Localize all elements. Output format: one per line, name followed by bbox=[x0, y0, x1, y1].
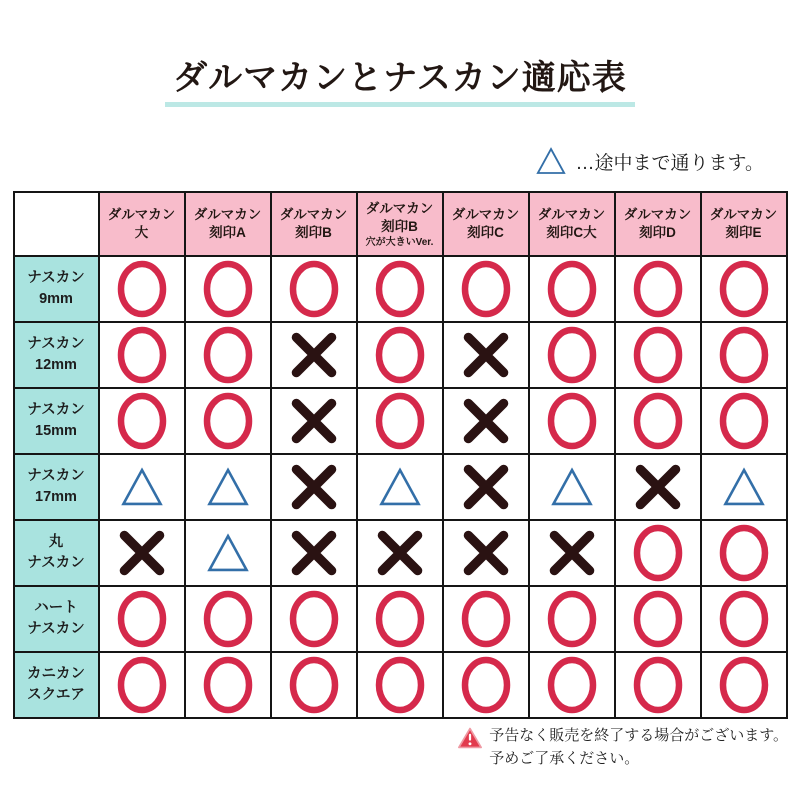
table-cell bbox=[443, 256, 529, 322]
circle-mark bbox=[702, 653, 786, 717]
circle-mark bbox=[358, 323, 442, 387]
circle-mark bbox=[272, 653, 356, 717]
table-cell bbox=[529, 454, 615, 520]
cross-mark bbox=[530, 521, 614, 585]
table-cell bbox=[443, 322, 529, 388]
circle-mark bbox=[444, 257, 528, 321]
circle-mark bbox=[186, 323, 270, 387]
circle-mark bbox=[100, 323, 184, 387]
table-cell bbox=[615, 520, 701, 586]
column-header-kokuin-c-dai: ダルマカン 刻印C大 bbox=[529, 192, 615, 256]
table-cell bbox=[615, 388, 701, 454]
table-cell bbox=[357, 652, 443, 718]
legend bbox=[0, 143, 800, 179]
circle-mark bbox=[702, 389, 786, 453]
table-cell bbox=[357, 520, 443, 586]
footer-note bbox=[0, 725, 800, 770]
row-header-nasukan-15mm: ナスカン 15mm bbox=[14, 388, 99, 454]
circle-mark bbox=[358, 257, 442, 321]
table-cell bbox=[529, 520, 615, 586]
table-row-heart-nasukan bbox=[14, 586, 787, 652]
row-header-maru-nasukan: 丸 ナスカン bbox=[14, 520, 99, 586]
circle-mark bbox=[186, 653, 270, 717]
circle-mark bbox=[272, 257, 356, 321]
column-header-kokuin-e: ダルマカン 刻印E bbox=[701, 192, 787, 256]
table-cell bbox=[701, 586, 787, 652]
table-cell bbox=[99, 652, 185, 718]
table-cell bbox=[185, 454, 271, 520]
table-cell bbox=[271, 388, 357, 454]
table-cell bbox=[529, 322, 615, 388]
table-cell bbox=[615, 586, 701, 652]
cross-mark bbox=[272, 323, 356, 387]
triangle-mark bbox=[186, 521, 270, 585]
triangle-mark bbox=[358, 455, 442, 519]
table-cell bbox=[615, 256, 701, 322]
table-cell bbox=[529, 586, 615, 652]
circle-mark bbox=[702, 587, 786, 651]
circle-mark bbox=[186, 587, 270, 651]
circle-mark bbox=[444, 587, 528, 651]
circle-mark bbox=[100, 389, 184, 453]
table-cell bbox=[185, 586, 271, 652]
circle-mark bbox=[530, 653, 614, 717]
table-cell bbox=[701, 322, 787, 388]
table-row-nasukan-12mm bbox=[14, 322, 787, 388]
footer-text: 予告なく販売を終了する場合がございます。 予めご了承ください。 bbox=[489, 727, 788, 767]
table-cell bbox=[357, 586, 443, 652]
table-cell bbox=[615, 652, 701, 718]
table-cell bbox=[99, 586, 185, 652]
table-cell bbox=[357, 388, 443, 454]
table-cell bbox=[701, 256, 787, 322]
compatibility-table bbox=[13, 191, 788, 719]
table-cell bbox=[99, 322, 185, 388]
table-cell bbox=[99, 256, 185, 322]
table-cell bbox=[271, 256, 357, 322]
table-cell bbox=[185, 256, 271, 322]
triangle-mark bbox=[186, 455, 270, 519]
circle-mark bbox=[530, 389, 614, 453]
row-header-heart-nasukan: ハート ナスカン bbox=[14, 586, 99, 652]
table-cell bbox=[529, 256, 615, 322]
circle-mark bbox=[530, 257, 614, 321]
table-cell bbox=[185, 322, 271, 388]
row-header-nasukan-17mm: ナスカン 17mm bbox=[14, 454, 99, 520]
table-cell bbox=[615, 322, 701, 388]
table-row-nasukan-15mm bbox=[14, 388, 787, 454]
title-wrap bbox=[0, 0, 800, 107]
table-cell bbox=[271, 520, 357, 586]
circle-mark bbox=[358, 587, 442, 651]
circle-mark bbox=[702, 323, 786, 387]
table-cell bbox=[271, 454, 357, 520]
table-cell bbox=[529, 652, 615, 718]
table-row-nasukan-17mm bbox=[14, 454, 787, 520]
triangle-icon bbox=[535, 146, 567, 176]
table-cell bbox=[271, 586, 357, 652]
header-row bbox=[14, 192, 787, 256]
table-cell bbox=[99, 388, 185, 454]
circle-mark bbox=[702, 257, 786, 321]
cross-mark bbox=[272, 389, 356, 453]
column-header-kokuin-d: ダルマカン 刻印D bbox=[615, 192, 701, 256]
circle-mark bbox=[616, 587, 700, 651]
table-cell bbox=[701, 652, 787, 718]
table-cell bbox=[185, 652, 271, 718]
table-cell bbox=[443, 520, 529, 586]
circle-mark bbox=[444, 653, 528, 717]
legend-text: …途中まで通ります。 bbox=[575, 152, 764, 174]
table-cell bbox=[615, 454, 701, 520]
circle-mark bbox=[100, 587, 184, 651]
triangle-mark bbox=[530, 455, 614, 519]
table-cell bbox=[99, 520, 185, 586]
column-header-kokuin-c: ダルマカン 刻印C bbox=[443, 192, 529, 256]
table-cell bbox=[443, 586, 529, 652]
cross-mark bbox=[444, 389, 528, 453]
table-cell bbox=[357, 256, 443, 322]
table-cell bbox=[701, 388, 787, 454]
table-row-maru-nasukan bbox=[14, 520, 787, 586]
table-cell bbox=[357, 322, 443, 388]
circle-mark bbox=[616, 257, 700, 321]
circle-mark bbox=[702, 521, 786, 585]
triangle-mark bbox=[702, 455, 786, 519]
column-header-darumakan-dai: ダルマカン 大 bbox=[99, 192, 185, 256]
cross-mark bbox=[444, 521, 528, 585]
circle-mark bbox=[616, 389, 700, 453]
column-header-kokuin-a: ダルマカン 刻印A bbox=[185, 192, 271, 256]
circle-mark bbox=[530, 587, 614, 651]
cross-mark bbox=[272, 455, 356, 519]
circle-mark bbox=[186, 389, 270, 453]
table-cell bbox=[701, 520, 787, 586]
circle-mark bbox=[616, 653, 700, 717]
table-row-kanikan-square bbox=[14, 652, 787, 718]
cross-mark bbox=[358, 521, 442, 585]
warning-icon bbox=[457, 726, 483, 750]
table-cell bbox=[701, 454, 787, 520]
circle-mark bbox=[530, 323, 614, 387]
table-cell bbox=[185, 520, 271, 586]
circle-mark bbox=[358, 653, 442, 717]
table-cell bbox=[529, 388, 615, 454]
table-cell bbox=[271, 652, 357, 718]
table-cell bbox=[357, 454, 443, 520]
cross-mark bbox=[444, 323, 528, 387]
table-cell bbox=[185, 388, 271, 454]
column-header-kokuin-b: ダルマカン 刻印B bbox=[271, 192, 357, 256]
circle-mark bbox=[100, 653, 184, 717]
corner-cell bbox=[14, 192, 99, 256]
table-cell bbox=[99, 454, 185, 520]
page-title: ダルマカンとナスカン適応表 bbox=[165, 50, 635, 107]
circle-mark bbox=[358, 389, 442, 453]
row-header-nasukan-9mm: ナスカン 9mm bbox=[14, 256, 99, 322]
table-cell bbox=[443, 652, 529, 718]
cross-mark bbox=[272, 521, 356, 585]
cross-mark bbox=[616, 455, 700, 519]
triangle-mark bbox=[100, 455, 184, 519]
circle-mark bbox=[616, 323, 700, 387]
cross-mark bbox=[444, 455, 528, 519]
table-cell bbox=[271, 322, 357, 388]
column-header-kokuin-b-big-hole: ダルマカン 刻印B 穴が大きいVer. bbox=[357, 192, 443, 256]
circle-mark bbox=[616, 521, 700, 585]
circle-mark bbox=[100, 257, 184, 321]
table-cell bbox=[443, 454, 529, 520]
row-header-kanikan-square: カニカン スクエア bbox=[14, 652, 99, 718]
cross-mark bbox=[100, 521, 184, 585]
row-header-nasukan-12mm: ナスカン 12mm bbox=[14, 322, 99, 388]
table-cell bbox=[443, 388, 529, 454]
table-row-nasukan-9mm bbox=[14, 256, 787, 322]
circle-mark bbox=[186, 257, 270, 321]
circle-mark bbox=[272, 587, 356, 651]
